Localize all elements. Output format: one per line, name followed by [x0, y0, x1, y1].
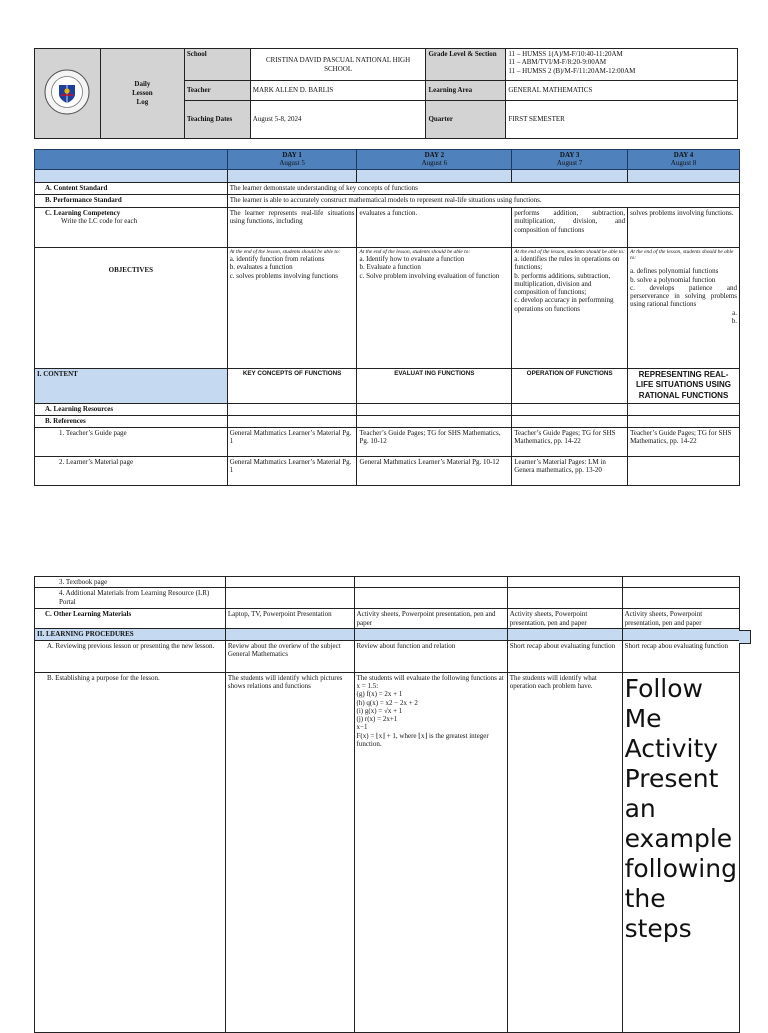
- teacher-label: Teacher: [184, 81, 250, 101]
- content-day-3: OPERATION OF FUNCTIONS: [512, 369, 628, 404]
- est-day-3: The students will identify what operation each problem have.: [507, 672, 622, 1032]
- tg-day-1: General Mathmatics Learner’s Material Pg. 1: [227, 428, 357, 457]
- objectives-row: [35, 248, 740, 369]
- tg-day-2: Teacher’s Guide Pages; TG for SHS Mathematics, Pg. 10-12: [357, 428, 512, 457]
- learning-area-label: Learning Area: [426, 81, 506, 101]
- quarter: FIRST SEMESTER: [506, 101, 738, 139]
- textbook-row: [35, 577, 740, 588]
- day-header-4: DAY 4 August 8: [628, 150, 740, 170]
- deped-seal-cell: [35, 49, 101, 139]
- other-materials-label: C. Other Learning Materials: [35, 609, 226, 629]
- school-label: School: [184, 49, 250, 81]
- other-materials-row: [35, 609, 740, 629]
- content-label: I. CONTENT: [35, 369, 228, 404]
- rev-day-4: Short recap abou evaluating function: [622, 640, 739, 672]
- rev-day-3: Short recap about evaluating function: [507, 640, 622, 672]
- performance-standard-label: B. Performance Standard: [35, 195, 228, 208]
- objectives-intro-3: At the end of the lesson, students should be able to:: [514, 249, 625, 255]
- quarter-label: Quarter: [426, 101, 506, 139]
- learning-resources-row: [35, 404, 740, 416]
- day-header-3: DAY 3 August 7: [512, 150, 628, 170]
- header-table: [34, 48, 738, 139]
- reviewing-label: A. Reviewing previous lesson or presenting the new lesson.: [35, 640, 226, 672]
- teaching-dates: August 5-8, 2024: [250, 101, 426, 139]
- grade-section-label: Grade Level & Section: [426, 49, 506, 81]
- deped-seal-icon: [44, 69, 90, 115]
- lm-day-1: General Mathmatics Learner’s Material Pg. 1: [227, 457, 357, 486]
- establishing-row: [35, 672, 740, 1032]
- om-day-1: Laptop, TV, Powerpoint Presentation: [225, 609, 354, 629]
- objectives-intro-2: At the end of the lesson, students should be able to:: [359, 249, 471, 255]
- lc-day-3: performs addition, subtraction, multiplication, division, and composition of functions: [512, 208, 628, 248]
- grade-sections: 11 – HUMSS 1(A)/M-F/10:40-11:20AM 11 – ABM/TVI/M-F/8:20-9:00AM 11 – HUMSS 2 (B)/M-F/11:20AM-12:00AM: [506, 49, 738, 81]
- teacher-name: MARK ALLEN D. BARLIS: [250, 81, 426, 101]
- procedures-overflow-cell: [739, 630, 751, 644]
- est-day-4: Follow Me Activity Present an example following the steps: [622, 672, 739, 1032]
- content-row: [35, 369, 740, 404]
- performance-standard-row: [35, 195, 740, 208]
- objectives-text-1: a. identify function from relations b. evaluates a function c. solves problems involving functions: [229, 255, 338, 280]
- objectives-day-1: [227, 248, 357, 369]
- objectives-day-3: [512, 248, 628, 369]
- lc-code-note: Write the LC code for each: [61, 217, 138, 226]
- objectives-intro-4: At the end of the lesson, students should be able to:: [630, 249, 734, 262]
- teaching-dates-label: Teaching Dates: [184, 101, 250, 139]
- lm-day-3: Learner’s Material Pages: LM in Genera mathematics, pp. 13-20: [512, 457, 628, 486]
- objectives-day-2: [357, 248, 512, 369]
- objectives-tail-a: a.: [732, 308, 737, 317]
- additional-materials-row: [35, 588, 740, 609]
- additional-materials-label: 4. Additional Materials from Learning Resource (LR) Portal: [35, 588, 226, 609]
- references-row: [35, 416, 740, 428]
- content-standard-label: A. Content Standard: [35, 183, 228, 195]
- est-day-1: The students will identify which pictures shows relations and functions: [225, 672, 354, 1032]
- content-day-4: REPRESENTING REAL- LIFE SITUATIONS USING RATIONAL FUNCTIONS: [628, 369, 740, 404]
- learning-resources-label: A. Learning Resources: [35, 404, 228, 416]
- content-standard-text: The learner demonstate understanding of key concepts of functions: [227, 183, 739, 195]
- est-day-2: The students will evaluate the following functions at x = 1.5: (g) f(x) = 2x + 1 (h) q(x) = x2 − 2x + 2 (i) g(x) = √x + 1 (j) r(x) = 2x+1 x−1 F(x) = ⌊x⌋ + 1, where ⌊x⌋ is the greatest integer function.: [354, 672, 507, 1032]
- tg-day-4: Teacher’s Guide Pages; TG for SHS Mathematics, pp. 14-22: [628, 428, 740, 457]
- rev-day-2: Review about function and relation: [354, 640, 507, 672]
- om-day-4: Activity sheets, Powerpoint presentation, pen and paper: [622, 609, 739, 629]
- learning-area: GENERAL MATHEMATICS: [506, 81, 738, 101]
- establishing-label: B. Establishing a purpose for the lesson.: [35, 672, 226, 1032]
- lesson-plan-table-continued: [34, 576, 740, 1033]
- teachers-guide-row: [35, 428, 740, 457]
- teachers-guide-label: 1. Teacher’s Guide page: [35, 428, 228, 457]
- lm-day-4: [628, 457, 740, 486]
- school-name: CRISTINA DAVID PASCUAL NATIONAL HIGH SCHOOL: [250, 49, 426, 81]
- day-header-2: DAY 2 August 6: [357, 150, 512, 170]
- lm-day-2: General Mathmatics Learner’s Material Pg. 10-12: [357, 457, 512, 486]
- lesson-plan-table: [34, 149, 740, 486]
- objectives-intro-1: At the end of the lesson, students should be able to:: [229, 249, 341, 255]
- objectives-text-2: a. Identify how to evaluate a function b. Evaluate a function c. Solve problem involving evaluation of function: [359, 255, 500, 280]
- objectives-tail-b: b.: [731, 316, 737, 325]
- procedures-row: [35, 628, 740, 640]
- days-header-row: [35, 150, 740, 170]
- spacer-row: [35, 170, 740, 183]
- performance-standard-text: The learner is able to accurately construct mathematical models to represent real-life situations using functions.: [227, 195, 739, 208]
- om-day-3: Activity sheets, Powerpoint presentation, pen and paper: [507, 609, 622, 629]
- learning-competency-label-cell: [35, 208, 228, 248]
- objectives-day-4: [628, 248, 740, 369]
- textbook-label: 3. Textbook page: [35, 577, 226, 588]
- lc-day-1: The learner represents real-life situations using functions, including: [227, 208, 357, 248]
- references-label: B. References: [35, 416, 228, 428]
- objectives-text-3: a. identifies the rules in operations on functions; b. performs additions, subtraction, multiplication, division and composition of functions; c. develop accuracy in performning operations on functions: [514, 255, 620, 313]
- objectives-label: OBJECTIVES: [35, 248, 228, 369]
- learning-competency-row: [35, 208, 740, 248]
- om-day-2: Activity sheets, Powerpoint presentation, pen and paper: [354, 609, 507, 629]
- day-header-empty: [35, 150, 228, 170]
- content-day-1: KEY CONCEPTS OF FUNCTIONS: [227, 369, 357, 404]
- tg-day-3: Teacher’s Guide Pages; TG for SHS Mathematics, pp. 14-22: [512, 428, 628, 457]
- content-day-2: EVALUAT ING FUNCTIONS: [357, 369, 512, 404]
- rev-day-1: Review about the overiew of the subject General Mathematics: [225, 640, 354, 672]
- learners-material-row: [35, 457, 740, 486]
- procedures-label: II. LEARNING PROCEDURES: [35, 628, 226, 640]
- day-header-1: DAY 1 August 5: [227, 150, 357, 170]
- reviewing-row: [35, 640, 740, 672]
- lc-day-2: evaluates a function.: [357, 208, 512, 248]
- content-standard-row: [35, 183, 740, 195]
- learning-competency-label: C. Learning Competency: [45, 209, 121, 217]
- objectives-text-4: a. defines polynomial functions b. solve a polynomial function c. develops patience and perserverance in solving problems using rational functions: [630, 267, 737, 309]
- learners-material-label: 2. Learner’s Material page: [35, 457, 228, 486]
- lc-day-4: solves problems involving functions.: [628, 208, 740, 248]
- daily-lesson-log-title: Daily Lesson Log: [100, 49, 184, 139]
